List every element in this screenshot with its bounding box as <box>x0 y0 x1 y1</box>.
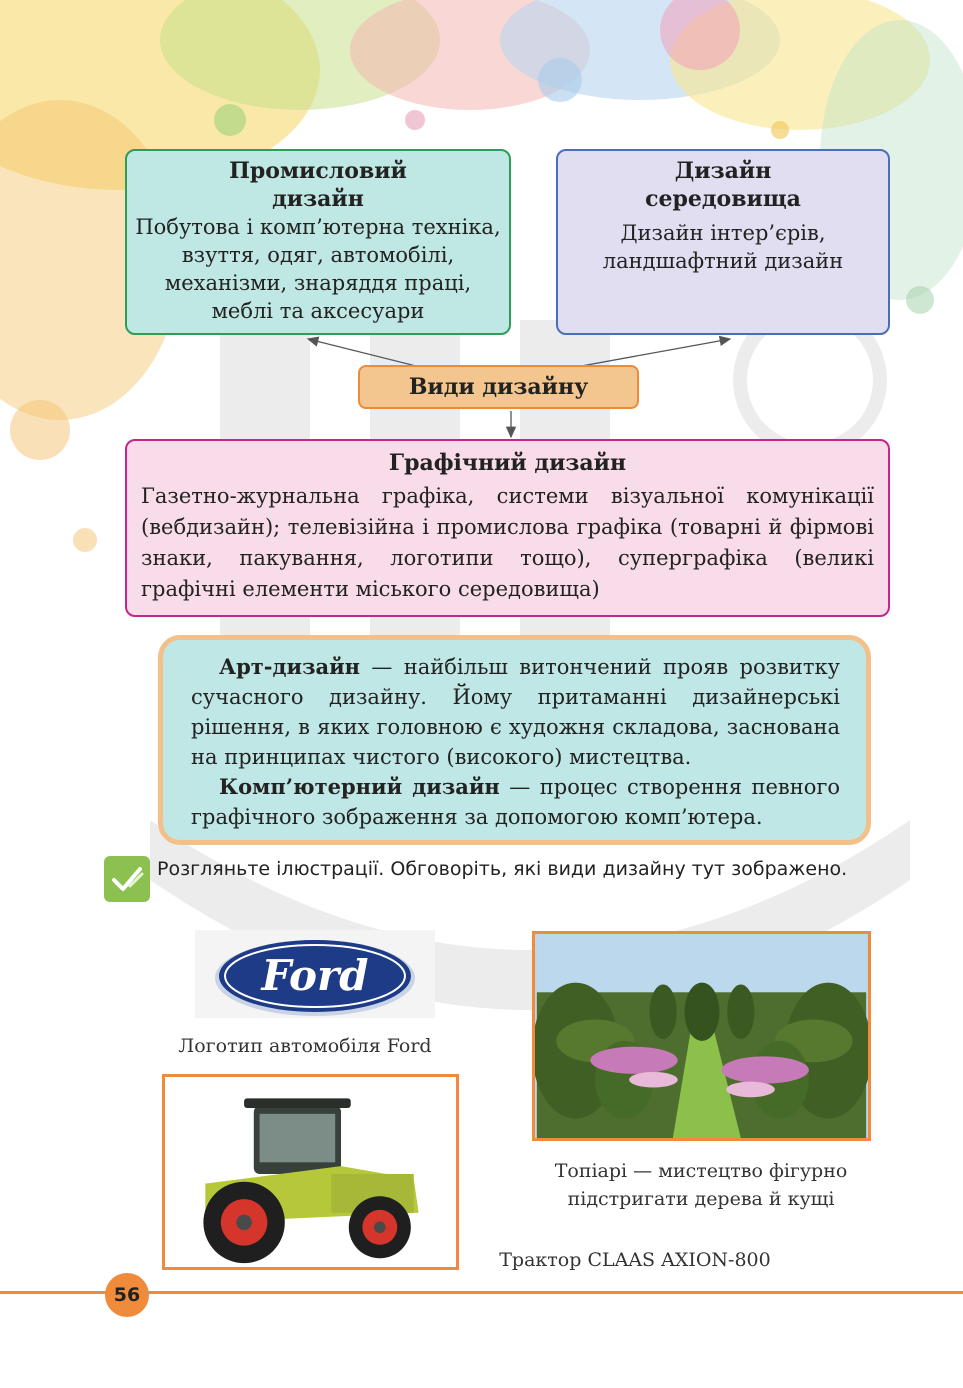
graphic-design-title: Графічний дизайн <box>388 450 627 476</box>
art-design-text: — найбільш витончений прояв розвитку сучасного дизайну. Йому притаманні дизайнерські рішення, в яких головною є художня складова, заснована на принципах чистого (високого) мистецтва. <box>191 655 840 769</box>
computer-design-definition <box>191 772 840 832</box>
ford-logo-text: Ford <box>261 951 369 1000</box>
task-instruction: Розгляньте ілюстрації. Обговоріть, які види дизайну тут зображено. <box>157 858 848 880</box>
design-types-box <box>358 365 639 409</box>
graphic-design-box <box>125 439 890 617</box>
environment-design-title: Дизайн середовища <box>645 158 801 212</box>
computer-design-term: Комп’ютерний дизайн <box>219 774 500 799</box>
environment-design-description: Дизайн інтер’єрів, ландшафтний дизайн <box>602 221 844 273</box>
graphic-design-description: Газетно-журнальна графіка, системи візуальної комунікації (вебдизайн); телевізійна і промислова графіка (товарні й фірмові знаки, пакування, логотипи тощо), суперграфіка (великі графічні елементи міського середовища) <box>141 484 874 601</box>
environment-design-box <box>556 149 890 335</box>
industrial-design-title: Промисловий дизайн <box>229 158 407 212</box>
topiary-caption: Топіарі — мистецтво фігурно підстригати дерева й кущі <box>554 1160 848 1210</box>
topiary-garden-image <box>532 931 871 1141</box>
tractor-image <box>162 1074 459 1270</box>
page-number: 56 <box>105 1273 149 1317</box>
design-types-label: Види дизайну <box>408 374 589 400</box>
definitions-box <box>158 635 871 845</box>
art-design-term: Арт-дизайн <box>219 654 361 679</box>
industrial-design-box <box>125 149 511 335</box>
ford-logo-image <box>195 930 435 1018</box>
art-design-definition <box>191 652 840 772</box>
computer-design-text: — процес створення певного графічного зображення за допомогою комп’ютера. <box>191 775 841 829</box>
brush-check-icon <box>104 856 150 902</box>
ford-caption: Логотип автомобіля Ford <box>178 1035 432 1057</box>
tractor-caption: Трактор CLAAS AXION-800 <box>499 1249 771 1271</box>
industrial-design-description: Побутова і комп’ютерна техніка, взуття, одяг, автомобілі, механізми, знаряддя праці, меблі та аксесуари <box>135 215 501 323</box>
